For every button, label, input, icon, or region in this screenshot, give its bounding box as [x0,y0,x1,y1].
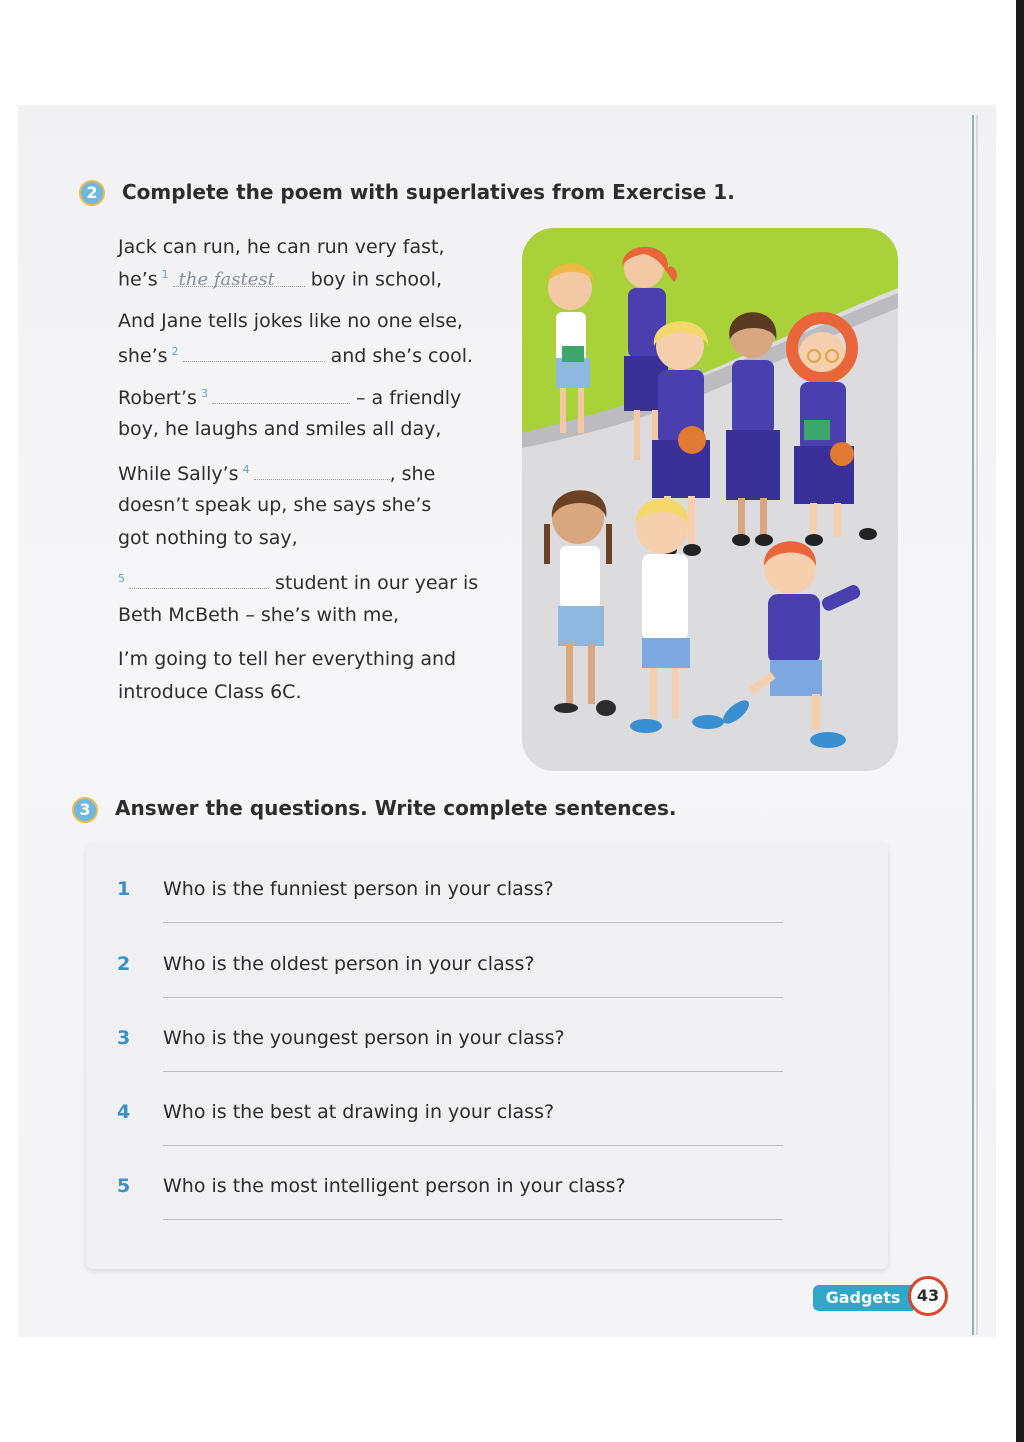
gap-number: 5 [118,571,125,585]
question-row [86,953,888,1013]
page-spine-shadow [976,115,978,1335]
scan-edge [1016,0,1024,1442]
answer-line-4[interactable] [163,1145,783,1146]
poem-text: Robert’s [118,387,197,409]
question-number: 1 [117,878,131,900]
answer-line-2[interactable] [163,997,783,998]
answer-line-3[interactable] [163,1071,783,1072]
example-answer: the fastest [178,269,275,291]
exercise-3-number: 3 [72,797,98,823]
question-row [86,1101,888,1161]
question-row [86,1175,888,1235]
poem-line [118,385,461,409]
question-number: 5 [117,1175,131,1197]
question-number: 2 [117,953,131,975]
poem-text: she’s [118,345,168,367]
poem-line [118,343,473,367]
poem-text: While Sally’s [118,463,239,485]
poem-line [118,461,435,485]
questions-box [86,843,888,1269]
poem-line: doesn’t speak up, she says she’s [118,494,432,516]
question-text: Who is the youngest person in your class? [163,1027,565,1049]
page-number: 43 [908,1276,948,1316]
poem-line [118,268,442,290]
question-row [86,878,888,938]
question-number: 3 [117,1027,131,1049]
gap-3[interactable] [212,385,350,404]
poem-line [118,570,478,594]
question-text: Who is the funniest person in your class? [163,878,554,900]
question-text: Who is the best at drawing in your class? [163,1101,555,1123]
gap-number: 3 [200,386,208,400]
question-number: 4 [117,1101,131,1123]
poem-line: I’m going to tell her everything and [118,648,457,670]
poem-line: boy, he laughs and smiles all day, [118,418,442,440]
poem-line: got nothing to say, [118,527,298,549]
unit-badge: Gadgets [813,1285,913,1311]
exercise-2-title: Complete the poem with superlatives from Exercise 1. [122,180,735,204]
answer-line-5[interactable] [163,1219,783,1220]
gap-number: 1 [161,268,169,281]
gap-1[interactable] [173,268,305,291]
gap-4[interactable] [254,461,390,480]
gap-number: 4 [242,462,250,476]
poem-text: and she’s cool. [330,345,474,367]
poem-text: , she [389,463,436,485]
poem-line: Jack can run, he can run very fast, [118,236,445,258]
poem-line: Beth McBeth – she’s with me, [118,604,400,626]
gap-2[interactable] [183,343,325,362]
poem-text: student in our year is [275,572,479,594]
question-text: Who is the oldest person in your class? [163,953,535,975]
poem-text: – a friendly [355,387,462,409]
question-row [86,1027,888,1087]
poem-text: boy in school, [310,268,443,291]
gap-number: 2 [171,344,179,358]
exercise-2-number: 2 [79,180,105,206]
gap-5[interactable] [129,570,269,589]
poem-line: And Jane tells jokes like no one else, [118,310,463,332]
poem-text: he’s [118,268,158,291]
children-illustration [522,228,898,771]
answer-line-1[interactable] [163,922,783,923]
question-text: Who is the most intelligent person in your class? [163,1175,626,1197]
exercise-3-title: Answer the questions. Write complete sentences. [115,796,677,820]
page-spine [972,115,974,1335]
poem-line: introduce Class 6C. [118,681,302,703]
